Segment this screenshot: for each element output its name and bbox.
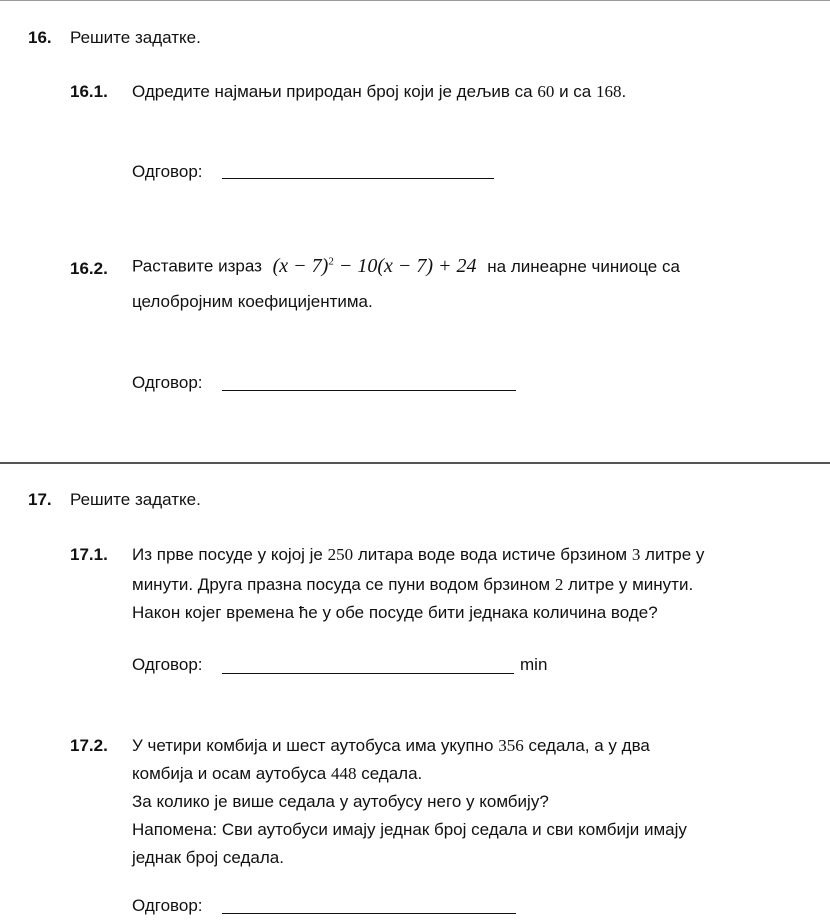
answer-field-16-1[interactable] — [222, 178, 494, 179]
question-text: седала, а у два — [523, 736, 650, 755]
number-60: 60 — [537, 82, 555, 101]
task-16-heading: Решите задатке. — [70, 28, 201, 47]
question-text: седала. — [356, 764, 423, 783]
question-text: литара воде вода истиче брзином — [353, 545, 632, 564]
number-3: 3 — [631, 545, 641, 564]
question-text: литре у — [640, 545, 705, 564]
task-16-2-question-line1 — [132, 255, 680, 278]
answer-field-17-2[interactable] — [222, 913, 516, 914]
question-text: Из прве посуде у којој је — [132, 545, 328, 564]
number-2: 2 — [554, 575, 564, 594]
question-text: на линеарне чиниоце са — [487, 256, 680, 276]
task-17-1-number: 17.1. — [70, 545, 108, 564]
expr-exponent: 2 — [328, 255, 334, 268]
expr-part1: (x − 7) — [272, 255, 329, 277]
task-17-1-line1 — [132, 545, 704, 565]
task-16-2-number: 16.2. — [70, 259, 108, 278]
task-17-2-line2 — [132, 764, 422, 784]
top-divider — [0, 0, 830, 1]
question-text: У четири комбија и шест аутобуса има укупно — [132, 736, 499, 755]
question-text: комбија и осам аутобуса — [132, 764, 331, 783]
task-17-2-number: 17.2. — [70, 736, 108, 755]
task-16-1-question — [132, 82, 626, 102]
answer-label-17-2: Одговор: — [132, 896, 203, 915]
question-text: . — [621, 82, 627, 101]
task-17-2-note-line2: једнак број седала. — [132, 848, 284, 867]
answer-field-17-1[interactable] — [222, 673, 514, 674]
math-expression — [273, 255, 477, 277]
answer-field-16-2[interactable] — [222, 390, 516, 391]
answer-label-16-2: Одговор: — [132, 373, 203, 392]
task-17-2-note-line1: Напомена: Сви аутобуси имају једнак број седала и сви комбији имају — [132, 820, 687, 839]
task-17-1-line3: Након којег времена ће у обе посуде бити једнака количина воде? — [132, 603, 658, 622]
question-text: литре у минути. — [563, 575, 694, 594]
task-17-heading: Решите задатке. — [70, 490, 201, 509]
task-16-1-number: 16.1. — [70, 82, 108, 101]
task-17-number: 17. — [28, 490, 52, 509]
question-text: минути. Друга празна посуда се пуни водом брзином — [132, 575, 555, 594]
question-text: Раставите израз — [132, 256, 262, 276]
task-16-number: 16. — [28, 28, 52, 47]
number-356: 356 — [498, 736, 524, 755]
question-text: и са — [554, 82, 596, 101]
section-divider — [0, 462, 830, 464]
task-17-2-line1 — [132, 736, 650, 756]
number-168: 168 — [595, 82, 622, 101]
unit-min: min — [520, 655, 548, 674]
expr-part2: − 10(x − 7) + 24 — [333, 255, 477, 277]
number-448: 448 — [330, 764, 357, 783]
question-text: Одредите најмањи природан број који је дељив са — [132, 82, 538, 101]
answer-label-16-1: Одговор: — [132, 162, 203, 181]
task-17-2-line3: За колико је више седала у аутобусу него у комбију? — [132, 792, 549, 811]
task-17-1-line2 — [132, 575, 693, 595]
task-16-2-question-line2: целобројним коефицијентима. — [132, 292, 373, 311]
number-250: 250 — [327, 545, 354, 564]
answer-label-17-1: Одговор: — [132, 655, 203, 674]
